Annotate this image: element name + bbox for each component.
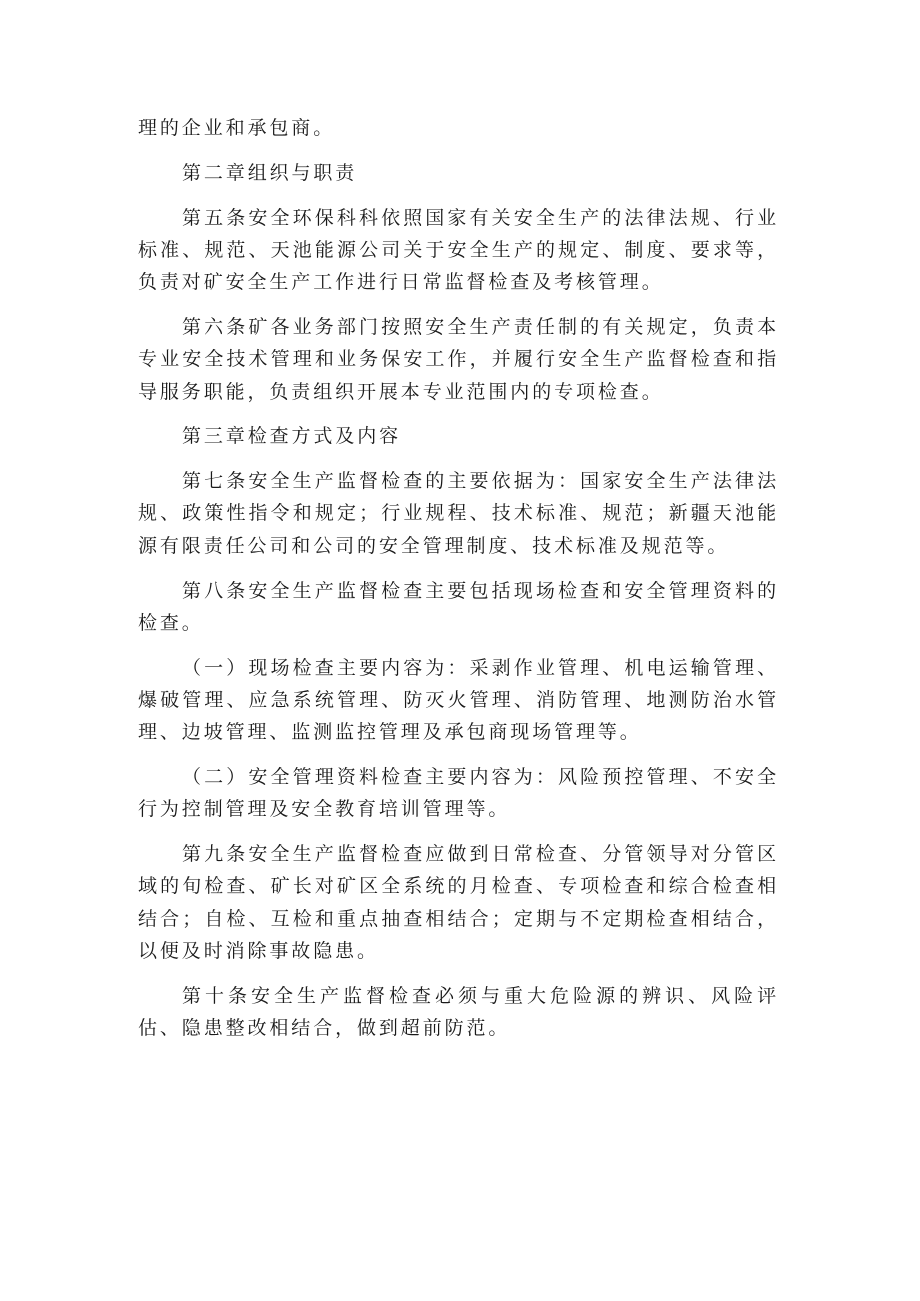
article-8-item-2: （二）安全管理资料检查主要内容为：风险预控管理、不安全行为控制管理及安全教育培训管理等。 [138, 766, 779, 821]
article-8-item-1: （一）现场检查主要内容为：采剥作业管理、机电运输管理、爆破管理、应急系统管理、防灭火管理、消防管理、地测防治水管理、边坡管理、监测监控管理及承包商现场管理等。 [138, 656, 779, 744]
article-5: 第五条安全环保科科依照国家有关安全生产的法律法规、行业标准、规范、天池能源公司关于安全生产的规定、制度、要求等，负责对矿安全生产工作进行日常监督检查及考核管理。 [138, 206, 779, 294]
paragraph-continuation: 理的企业和承包商。 [138, 117, 336, 139]
article-6: 第六条矿各业务部门按照安全生产责任制的有关规定，负责本专业安全技术管理和业务保安工作，并履行安全生产监督检查和指导服务职能，负责组织开展本专业范围内的专项检查。 [138, 315, 779, 403]
article-10: 第十条安全生产监督检查必须与重大危险源的辨识、风险评估、隐患整改相结合，做到超前防范。 [138, 984, 779, 1040]
article-8: 第八条安全生产监督检查主要包括现场检查和安全管理资料的检查。 [138, 579, 779, 634]
article-9: 第九条安全生产监督检查应做到日常检查、分管领导对分管区域的旬检查、矿长对矿区全系统的月检查、专项检查和综合检查相结合；自检、互检和重点抽查相结合；定期与不定期检查相结合，以便及时消除事故隐患。 [138, 843, 779, 963]
article-7: 第七条安全生产监督检查的主要依据为：国家安全生产法律法规、政策性指令和规定；行业规程、技术标准、规范；新疆天池能源有限责任公司和公司的安全管理制度、技术标准及规范等。 [138, 470, 779, 557]
document-page [138, 112, 779, 1044]
chapter-2-heading: 第二章组织与职责 [182, 161, 358, 184]
chapter-3-heading: 第三章检查方式及内容 [182, 425, 402, 448]
